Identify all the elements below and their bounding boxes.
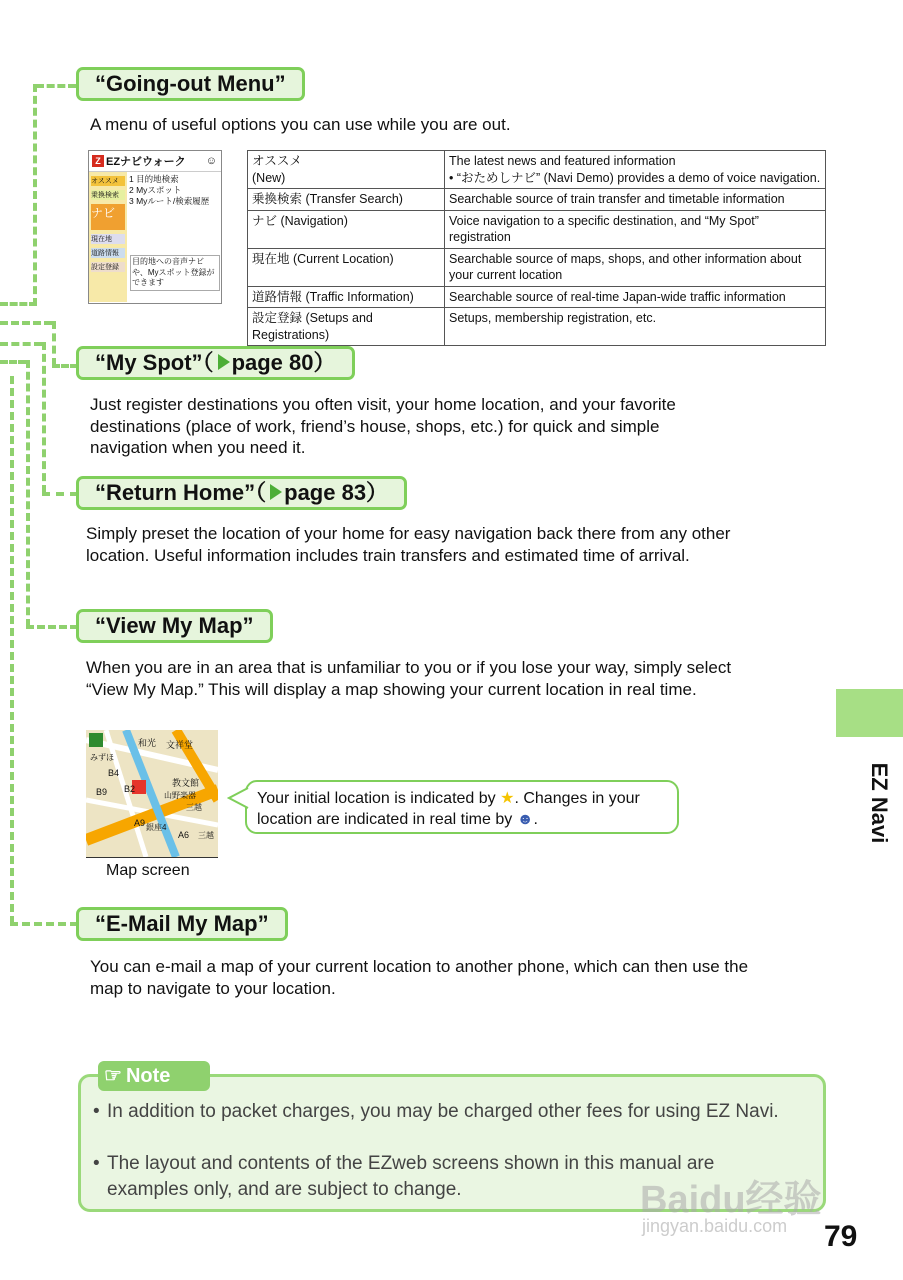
person-icon: ☺ bbox=[205, 155, 217, 167]
menu-table-row bbox=[248, 308, 826, 346]
connector-line bbox=[33, 84, 37, 306]
phone-menu-item: 2 Myスポット bbox=[129, 185, 182, 195]
phone-menu-item: 1 目的地検索 bbox=[129, 174, 179, 184]
menu-table-row bbox=[248, 286, 826, 308]
location-callout: Your initial location is indicated by ★. Changes in your location are indicated in real time by ☻. bbox=[245, 780, 679, 834]
going-out-desc: A menu of useful options you can use while you are out. bbox=[90, 115, 511, 134]
pointing-hand-icon: ☞ bbox=[104, 1065, 122, 1087]
connector-line bbox=[42, 492, 78, 496]
side-item: 設定登録 bbox=[91, 262, 125, 272]
view-my-map-heading: “View My Map” bbox=[76, 609, 273, 643]
chapter-tab bbox=[836, 689, 903, 737]
menu-table-row bbox=[248, 210, 826, 248]
map-label: 教文館 bbox=[172, 778, 200, 788]
side-item: オススメ bbox=[91, 176, 125, 186]
my-spot-heading: “My Spot”（ page 80） bbox=[76, 346, 355, 380]
map-label: 三越 bbox=[186, 803, 202, 812]
my-spot-desc: Just register destinations you often visit, your home location, and your favorite destinations (place of work, friend’s house, shops, etc.) for quick and simple navigation when you need it. bbox=[90, 395, 676, 457]
map-label: 銀座4 bbox=[146, 823, 167, 832]
phone-title: EZナビウォーク bbox=[106, 156, 186, 168]
map-label: A6 bbox=[178, 830, 190, 840]
menu-item-name: オススメ (New) bbox=[248, 151, 445, 189]
menu-table-row bbox=[248, 189, 826, 211]
phone-screenshot: Z EZナビウォーク ☺ オススメ 乗換検索 ナビ 現在地 道路情報 設定登録 1 目的地検索 2 Myスポット 3 Myルート/検索履歴 目的地への音声ナビや、Myスポット登録ができます bbox=[88, 150, 222, 304]
menu-item-desc: Searchable source of real-time Japan-wide traffic information bbox=[445, 286, 826, 308]
connector-line bbox=[10, 376, 14, 924]
connector-line bbox=[10, 922, 78, 926]
page-ref-arrow-icon bbox=[270, 484, 282, 500]
person-icon: ☻ bbox=[516, 811, 534, 828]
menu-table-row bbox=[248, 151, 826, 189]
menu-item-desc: Searchable source of maps, shops, and other information about your current location bbox=[445, 248, 826, 286]
connector-line bbox=[52, 364, 78, 368]
map-screenshot bbox=[86, 730, 218, 858]
connector-line bbox=[26, 360, 30, 627]
map-label: 山野楽器 bbox=[164, 791, 196, 800]
connector-line bbox=[36, 84, 76, 88]
chapter-label: EZ Navi bbox=[867, 762, 892, 844]
menu-options-table bbox=[247, 150, 826, 346]
phone-menu-item: 3 Myルート/検索履歴 bbox=[129, 196, 210, 206]
page-number: 79 bbox=[824, 1220, 858, 1253]
page-ref-arrow-icon bbox=[218, 354, 230, 370]
map-label: B2 bbox=[124, 784, 136, 794]
map-caption: Map screen bbox=[106, 862, 190, 879]
menu-item-desc: Voice navigation to a specific destination, and “My Spot” registration bbox=[445, 210, 826, 248]
menu-item-name: 現在地 (Current Location) bbox=[248, 248, 445, 286]
menu-item-name: 乗換検索 (Transfer Search) bbox=[248, 189, 445, 211]
map-label: A9 bbox=[134, 818, 146, 828]
connector-line bbox=[0, 321, 52, 325]
email-my-map-desc: You can e-mail a map of your current location to another phone, which can then use the map to navigate to your location. bbox=[90, 957, 749, 998]
menu-table-row bbox=[248, 248, 826, 286]
note-tab: ☞ Note bbox=[98, 1061, 210, 1091]
watermark-url: jingyan.baidu.com bbox=[642, 1216, 788, 1236]
connector-line bbox=[0, 302, 37, 306]
map-label: みずほ bbox=[90, 753, 114, 762]
return-home-heading: “Return Home”（ page 83） bbox=[76, 476, 407, 510]
connector-line bbox=[52, 321, 56, 366]
menu-item-name: 道路情報 (Traffic Information) bbox=[248, 286, 445, 308]
return-home-desc: Simply preset the location of your home for easy navigation back there from any other location. Useful information includes train transfers and estimated time of arrival. bbox=[86, 524, 731, 565]
note-item: • The layout and contents of the EZweb screens shown in this manual are examples only, and are subject to change. bbox=[93, 1153, 715, 1200]
menu-item-name: 設定登録 (Setups and Registrations) bbox=[248, 308, 445, 346]
map-label: B9 bbox=[96, 787, 108, 797]
email-my-map-heading: “E-Mail My Map” bbox=[76, 907, 288, 941]
map-label: 文祥堂 bbox=[166, 740, 194, 750]
map-label: B4 bbox=[108, 768, 120, 778]
map-label: 三越 bbox=[198, 831, 214, 840]
connector-line bbox=[0, 360, 26, 364]
map-label: 和光 bbox=[138, 738, 157, 748]
going-out-menu-heading: “Going-out Menu” bbox=[76, 67, 305, 101]
side-item: 乗換検索 bbox=[91, 190, 125, 200]
side-item: 道路情報 bbox=[91, 248, 125, 258]
menu-item-name: ナビ (Navigation) bbox=[248, 210, 445, 248]
watermark-logo: Baidu经验 bbox=[640, 1179, 822, 1221]
star-icon: ★ bbox=[500, 790, 515, 807]
menu-item-desc: The latest news and featured information • “おためしナビ” (Navi Demo) provides a demo of voice navigation. bbox=[445, 151, 826, 189]
menu-item-desc: Setups, membership registration, etc. bbox=[445, 308, 826, 346]
side-item: 現在地 bbox=[91, 234, 125, 244]
connector-line bbox=[0, 342, 42, 346]
menu-item-desc: Searchable source of train transfer and timetable information bbox=[445, 189, 826, 211]
callout-pointer bbox=[227, 786, 249, 810]
connector-line bbox=[42, 342, 46, 493]
note-item: • In addition to packet charges, you may be charged other fees for using EZ Navi. bbox=[93, 1101, 779, 1122]
connector-line bbox=[26, 625, 78, 629]
view-my-map-desc: When you are in an area that is unfamiliar to you or if you lose your way, simply select “View My Map.” This will display a map showing your current location in real time. bbox=[86, 658, 732, 699]
side-item: ナビ bbox=[91, 204, 125, 230]
phone-help-text: 目的地への音声ナビや、Myスポット登録ができます bbox=[130, 255, 220, 291]
